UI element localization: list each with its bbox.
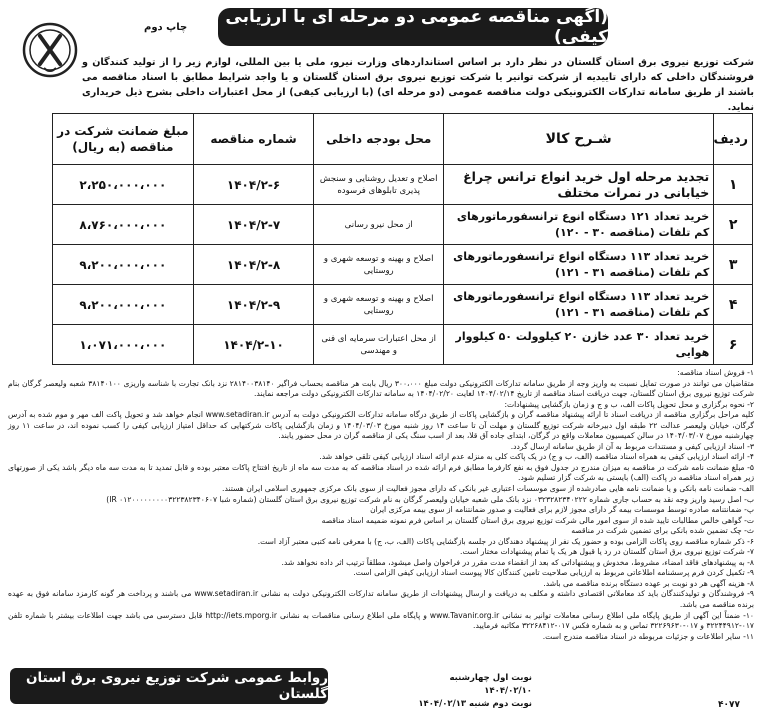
row-number: ۲ (714, 205, 753, 245)
row-description: خرید تعداد ۱۱۳ دستگاه انواع ترانسفورماتورهای کم تلفات (مناقصه ۳۱ - ۱۲۱) (443, 245, 713, 285)
condition-item: ت- گواهی خالص مطالبات تایید شده از سوی امور مالی شرکت توزیع نیروی برق استان گلستان بر اساس فرم نمونه ضمیمه اسناد مناقصه (321, 515, 754, 525)
row-budget: اصلاح و بهینه و توسعه شهری و روستایی (314, 285, 444, 325)
condition-item: ب- اصل رسید واریز وجه نقد به حساب جاری شماره ۰۳۲۳۲۸۲۳۴۰۲۲۲ نزد بانک ملی شعبه خیابان ولیعصر گرگان به نام شرکت توزیع نیروی برق استان گلستان (شماره شبا ۰۱۲۰۰۰۰۰۰۰۰۰۳۲۲۳۸۲۳۴۰۶۰۷ IR) (106, 494, 754, 504)
row-guarantee: ۹،۲۰۰،۰۰۰،۰۰۰ (53, 245, 194, 285)
notice-code: ۴۰۷۷ (718, 700, 740, 710)
condition-item: ۷- شرکت توزیع نیروی برق استان گلستان در رد یا قبول هر یک یا تمام پیشنهادات مختار است. (460, 547, 754, 557)
header-description: شـرح کالا (443, 114, 713, 165)
table-row (53, 245, 753, 285)
condition-item: ۸- هزینه آگهی هر دو نوبت بر عهده دستگاه برنده مناقصه می باشد. (543, 578, 754, 588)
row-number: ۴ (714, 285, 753, 325)
condition-item: متقاضیان می توانند در صورت تمایل نسبت به واریز وجه از طریق سامانه تدارکات الکترونیکی دولت مبلغ ۳۰۰،۰۰۰ ریال بابت هر مناقصه بحساب فراگیر ۲۸۱۴۰۰۳۸۱۴۰ نزد بانک تجارت با شناسه واریزی ۳۸۱۴۰۱۰۰ شعبه ولیعصر گرگان بنام شرکت توزیع نیروی برق استان گلستان، جهت دریافت اسناد مناقصه از تاریخ ۱۴۰۴/۰۲/۱۴ لغایت ۱۴۰۴/۰۲/۲۰ به سامانه تدارکات الکترونیکی دولت مراجعه نمایند. (8, 378, 754, 399)
tender-conditions (8, 368, 754, 642)
condition-item: ۶- ذکر شماره مناقصه روی پاکات الزامی بوده و حضور یک نفر از پیشنهاد دهندگان در جلسه بازگشایی پاکات (الف، ب، ج) با معرفی نامه کتبی معتبر آزاد است. (257, 536, 754, 546)
row-description: خرید تعداد ۳۰ عدد خازن ۲۰ کیلوولت ۵۰ کیلووار هوایی (443, 325, 713, 365)
publish-dates (412, 672, 532, 711)
row-budget: اصلاح و تعدیل روشنایی و سنجش پذیری تابلوهای فرسوده (314, 165, 444, 205)
condition-item: ۱۱- سایر اطلاعات و جزئیات مربوطه در اسناد مناقصه مندرج است. (542, 631, 754, 641)
publish-first-date: نوبت اول چهارشنبه ۱۴۰۴/۰۲/۱۰ (449, 673, 532, 696)
row-budget: از محل نیرو رسانی (314, 205, 444, 245)
row-guarantee: ۸،۷۶۰،۰۰۰،۰۰۰ (53, 205, 194, 245)
table-row (53, 325, 753, 365)
table-row (53, 165, 753, 205)
publisher-banner: روابط عمومی شرکت توزیع نیروی برق استان گلستان (10, 668, 328, 704)
row-number: ۶ (714, 325, 753, 365)
header-row-number: ردیف (714, 114, 753, 165)
row-tender-number: ۱۴۰۴/۲-۶ (193, 165, 314, 205)
header-guarantee: مبلغ ضمانت شرکت در مناقصه (به ریال) (53, 114, 194, 165)
condition-item: ۳- اسناد ارزیابی کیفی و مستندات مربوط به آن از طریق سامانه ارسال گردد. (510, 441, 754, 451)
row-guarantee: ۹،۲۰۰،۰۰۰،۰۰۰ (53, 285, 194, 325)
items-table (52, 113, 753, 365)
notice-title: (آگهی مناقصه عمومی دو مرحله ای با ارزیابی کیفی) (218, 8, 608, 46)
condition-item: کلیه مراحل برگزاری مناقصه از دریافت اسناد تا ارائه پیشنهاد مناقصه گران و بازگشایی پاکات از طریق درگاه سامانه تدارکات الکترونیکی دولت به آدرس www.setadiran.ir انجام خواهد شد و تحویل پاکت الف مهر و موم شده به آدرس گرگان، خیابان ولیعصر عدالت ۲۲ طبقه اول دبیرخانه شرکت توزیع گلستان و مهلت آن تا ساعت ۱۴ روز شنبه مورخ ۱۴۰۴/۰۳/۰۳ و زمان بازگشایی پاکات شرکتهایی که حداقل امتیاز ارزیابی کیفی را کسب نموده اند، در ساعت ۱۱ روز چهارشنبه مورخ ۱۴۰۴/۰۳/۰۷ در سالن کمیسیون معاملات واقع در گرگان، ابتدای جاده آق قلا، بعد از اسب سنگ یکی از مناقصه گران در محل حضور یابند. (8, 410, 754, 441)
condition-item: ۹- فروشندگان و تولیدکنندگان باید کد معاملاتی اقتصادی داشته و مکلف به دریافت و ارسال پیشنهادات از طریق سامانه تدارکات الکترونیکی دولت به نشانی www.setadiran.ir می باشند و پرداخت هر گونه کارمزد سامانه فوق به عهده برنده مناقصه می باشد. (8, 589, 754, 610)
condition-item: ۱۰- ضمناً این آگهی از طریق پایگاه ملی اطلاع رسانی معاملات توانیر به نشانی www.Tavanir.org.ir و پایگاه ملی اطلاع رسانی مناقصات به نشانی http://iets.mporg.ir قابل دسترسی می باشد جهت اطلاعات بیشتر با شماره تلفن ۰۱۷-۳۲۲۴۴۹۱۲ و ۰۱۷-۳۲۲۶۹۶۳۰ تماس و به شماره فکس ۰۱۷-۳۲۲۶۸۴۱۲ مکاتبه فرمایید. (8, 610, 755, 631)
row-budget: اصلاح و بهینه و توسعه شهری و روستایی (314, 245, 444, 285)
condition-item: ۴- ارائه اسناد ارزیابی کیفی به همراه اسناد مناقصه (الف، ب و ج) در یک پاکت کلی به منزله عدم ارائه اسناد ارزیابی کیفی تلقی خواهد شد. (319, 452, 754, 462)
condition-item: ث- چک تضمین شده بانکی برای تضمین شرکت در مناقصه (571, 526, 754, 536)
row-tender-number: ۱۴۰۴/۲-۸ (193, 245, 314, 285)
header-tender-number: شماره مناقصه (193, 114, 314, 165)
header-budget: محل بودجه داخلی (314, 114, 444, 165)
condition-item: ۱- فروش اسناد مناقصه: (677, 368, 754, 377)
table-header-row (53, 114, 753, 165)
row-number: ۳ (714, 245, 753, 285)
intro-paragraph: شرکت توزیع نیروی برق استان گلستان در نظر دارد بر اساس استانداردهای وزارت نیرو، ملی یا بین المللی، لوازم زیر را از تولید کنندگان و فروشندگان داخلی که دارای تاییدیه از شرکت توانیر یا شرکت توزیع نیروی برق استان گلستان و یا واجد شرایط مطابق با اسناد مناقصه می باشند از طریق سامانه تدارکات الکترونیکی دولت مناقصه عمومی (دو مرحله ای) (با ارزیابی کیفی) از محل اعتبارات داخلی بشرح ذیل خریداری نماید. (82, 57, 754, 113)
row-description: خرید تعداد ۱۱۳ دستگاه انواع ترانسفورماتورهای کم تلفات (مناقصه ۳۱ - ۱۲۱) (443, 285, 713, 325)
condition-item: ۲- نحوه برگزاری و محل تحویل پاکات الف، ب و ج و زمان بازگشایی پیشنهادات: (504, 399, 754, 409)
condition-item: ۹- تکمیل کردن فرم پرسشنامه اطلاعاتی مربوط به ارزیابی صلاحیت تامین کنندگان کالا پیوست اسناد ارزیابی کیفی الزامی است. (353, 568, 754, 578)
table-row (53, 205, 753, 245)
row-number: ۱ (714, 165, 753, 205)
row-guarantee: ۱،۰۷۱،۰۰۰،۰۰۰ (53, 325, 194, 365)
condition-item: الف- ضمانت نامه بانکی و یا ضمانت نامه هایی صادرشده از سوی موسسات اعتباری غیر بانکی که دارای مجوز فعالیت از سوی بانک مرکزی جمهوری اسلامی ایران هستند. (222, 484, 754, 494)
row-tender-number: ۱۴۰۴/۲-۱۰ (193, 325, 314, 365)
row-description: تجدید مرحله اول خرید انواع ترانس چراغ خیابانی در نمرات مختلف (443, 165, 713, 205)
table-row (53, 285, 753, 325)
row-guarantee: ۲،۲۵۰،۰۰۰،۰۰۰ (53, 165, 194, 205)
print-round-label: چاپ دوم (144, 22, 188, 33)
condition-item: ۵- مبلغ ضمانت نامه شرکت در مناقصه به میزان مندرج در جدول فوق به نفع کارفرما مطابق فرم ارائه شده در اسناد مناقصه که به مدت سه ماه از تاریخ افتتاح پاکات معتبر بوده و قابل تمدید تا به مدت سه ماه دیگر باشد یکی از صورتهای زیر همراه اسناد مناقصه در پاکت (الف) بایستی به شرکت گزار تسلیم شود. (8, 462, 754, 483)
row-tender-number: ۱۴۰۴/۲-۷ (193, 205, 314, 245)
condition-item: پ- ضمانتنامه صادره توسط موسسات بیمه گر دارای مجوز لازم برای فعالیت و صدور ضمانتنامه از سوی بیمه مرکزی ایران (370, 505, 754, 515)
publish-second-date: نوبت دوم شنبه ۱۴۰۴/۰۲/۱۳ (418, 699, 532, 709)
condition-item: ۸- به پیشنهادهای فاقد امضاء، مشروط، مخدوش و پیشنهاداتی که بعد از انقضاء مدت مقرر در فراخوان واصل میشود، مطلقاً ترتیب اثر داده نخواهد شد. (281, 557, 754, 567)
power-distribution-logo-icon (22, 22, 78, 78)
row-budget: از محل اعتبارات سرمایه ای فنی و مهندسی (314, 325, 444, 365)
row-tender-number: ۱۴۰۴/۲-۹ (193, 285, 314, 325)
row-description: خرید تعداد ۱۲۱ دستگاه انوع ترانسفورماتورهای کم تلفات (مناقصه ۳۰ - ۱۲۰) (443, 205, 713, 245)
